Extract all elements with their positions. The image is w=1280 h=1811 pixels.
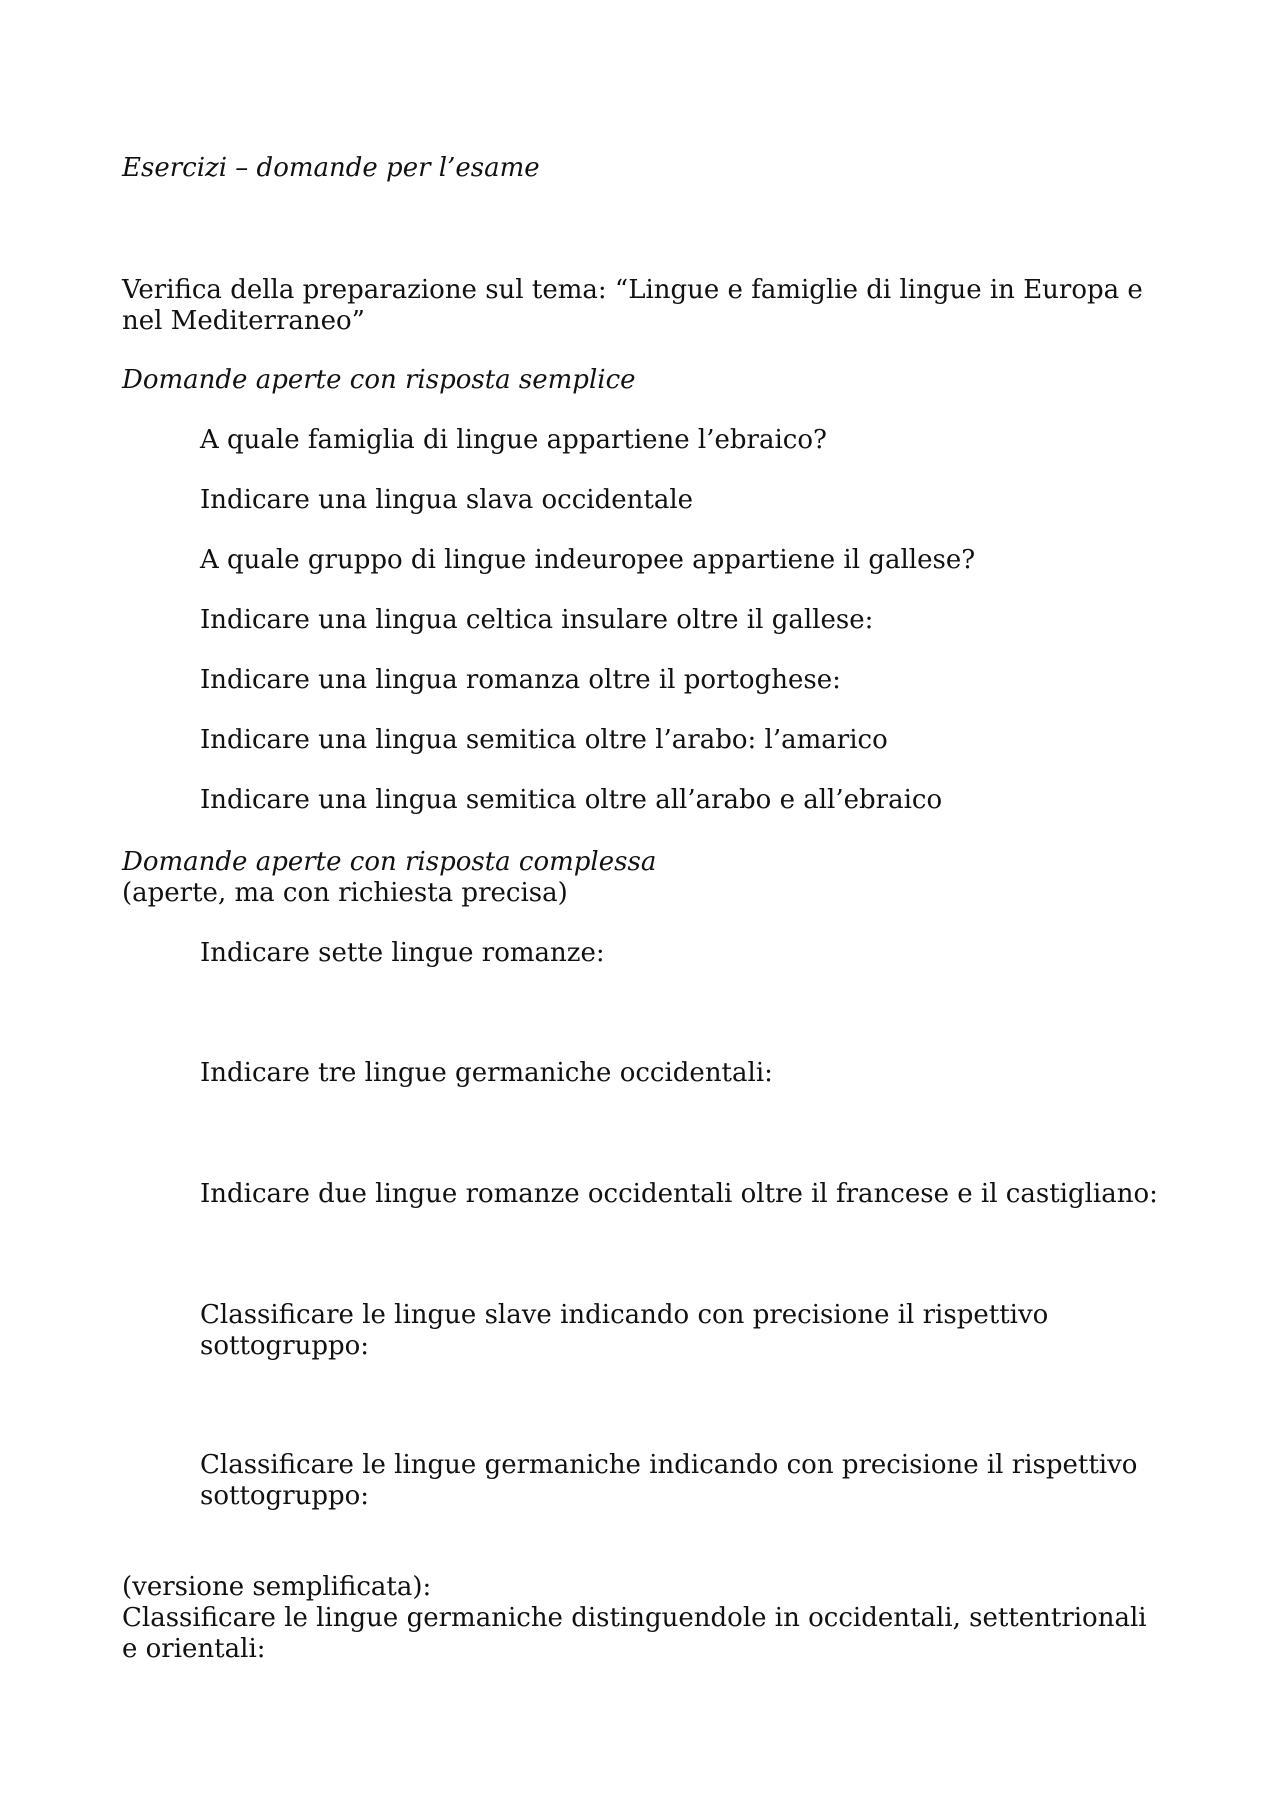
section-subheading: (aperte, ma con richiesta precisa) xyxy=(122,878,568,908)
intro-paragraph: Verifica della preparazione sul tema: “Lingue e famiglie di lingue in Europa e nel Mediterraneo” xyxy=(122,275,1143,336)
question-item: Indicare tre lingue germaniche occidentali: xyxy=(200,1058,773,1088)
section-heading-simple: Domande aperte con risposta semplice xyxy=(122,365,636,395)
simplified-version-label: (versione semplificata): xyxy=(122,1572,432,1602)
question-item: Classificare le lingue slave indicando con precisione il rispettivo sottogruppo: xyxy=(200,1300,1049,1361)
question-item: Indicare due lingue romanze occidentali oltre il francese e il castigliano: xyxy=(200,1179,1158,1209)
question-item: Indicare una lingua slava occidentale xyxy=(200,485,694,515)
question-item: A quale famiglia di lingue appartiene l’ebraico? xyxy=(200,425,827,455)
question-item: Indicare sette lingue romanze: xyxy=(200,938,605,968)
question-item: Classificare le lingue germaniche indicando con precisione il rispettivo sottogruppo: xyxy=(200,1450,1138,1511)
section-heading-complex: Domande aperte con risposta complessa xyxy=(122,847,657,877)
question-item: Indicare una lingua celtica insulare oltre il gallese: xyxy=(200,605,874,635)
question-item: Indicare una lingua semitica oltre l’arabo: l’amarico xyxy=(200,725,888,755)
document-title: Esercizi – domande per l’esame xyxy=(122,153,540,183)
question-item: A quale gruppo di lingue indeuropee appartiene il gallese? xyxy=(200,545,976,575)
question-item: Indicare una lingua romanza oltre il portoghese: xyxy=(200,665,841,695)
simplified-question: Classificare le lingue germaniche distinguendole in occidentali, settentrionali e orientali: xyxy=(122,1603,1147,1664)
question-item: Indicare una lingua semitica oltre all’arabo e all’ebraico xyxy=(200,785,943,815)
